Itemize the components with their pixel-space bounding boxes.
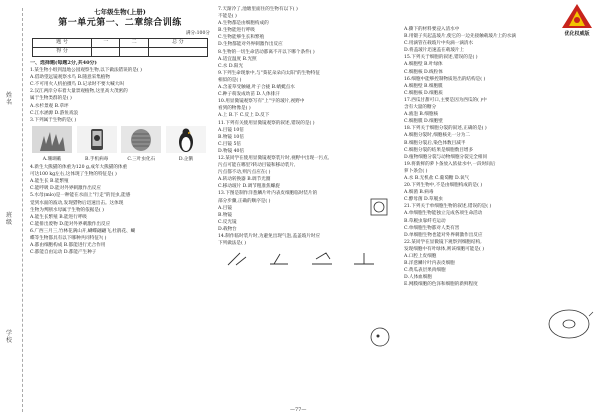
question-line: C.反光镜 (218, 219, 237, 225)
question-line: C.能呼吸 D.能对外界刺激作出反应 (30, 186, 101, 192)
question-line: 可达100 kg左右,这体现了生物的特征是( ) (30, 172, 117, 178)
question-line: 污点都不动,则污点应在( ) (218, 170, 271, 176)
question-line: C.目镜 5倍 (218, 141, 241, 147)
question-line: 17.西瓜甘甜可口,主要是因为西瓜的( )中 (404, 97, 487, 103)
question-line: 5.水母(mlo)是一种能在水面上"行走"的昆虫,能感 (30, 193, 131, 199)
question-line: 11.下列有关使用显微镜观察的叙述,错误的是( ) (218, 120, 315, 126)
question-line: C.种子萌发成幼苗 D.人体排汗 (218, 92, 280, 98)
question-block-2 (30, 164, 210, 256)
question-line: E.网膜细胞的色泽和细胞的新鲜程度 (404, 282, 478, 288)
question-line: C.黄瓜表层果肉细胞 (404, 268, 446, 274)
question-line: 一、选择题(每题2分,共40分) (30, 60, 97, 66)
question-line: B.细胞分裂后,染色体数目减半 (404, 140, 466, 146)
pic-caption: B.手机病毒 (85, 156, 109, 162)
question-line: A.借助望远镜观察水鸟 B.随意采集植物 (30, 75, 110, 81)
question-line: A.水杉景观 B.草坪 (30, 103, 69, 109)
question-line: 4.新生大熊猫的体重为120 g,成年大熊猫的体重 (30, 165, 128, 171)
question-line: 13.下图是制作洋葱鳞片叶内表皮细胞临时装片的 (218, 191, 318, 197)
penguin-picture (166, 126, 206, 163)
question-line: 部分步骤,正确的顺序是( ) (218, 198, 271, 204)
score-table (32, 38, 208, 57)
question-line: 觉到水面的波动,发现猎物后迅速出击。这体现 (30, 200, 124, 206)
picture-row (32, 126, 206, 163)
question-block-4 (404, 26, 596, 288)
question-line: 20.下列生物中,不是由细胞构成的是( ) (404, 183, 483, 189)
question-line: 1.某生物小组到湿地公园观察生物,以下做法错误的是( ) (30, 68, 142, 74)
question-line: 8.生物的一切生命活动都离不开以下哪个条件( ) (218, 49, 315, 55)
question-block-1 (30, 60, 210, 124)
question-line: A.能生长繁殖 B.能进行呼吸 (30, 214, 88, 220)
question-line: C.不可用火人机拍摄鸟 D.记录时不要大喊大叫 (30, 82, 124, 88)
page-number: —77— (290, 407, 307, 413)
column-2 (218, 6, 398, 416)
question-line: 22.某同学在显微镜下观察到细胞结构, (404, 239, 482, 245)
question-line: B.物镜 10倍 (218, 134, 244, 140)
school-label: 学校 (6, 330, 13, 344)
question-line: 看到的物像是( ) (218, 106, 251, 112)
question-line: A.目镜 (218, 205, 232, 211)
question-line: 蝶等生物都具有以下哪种共同特征?( ) (30, 235, 107, 241)
publisher-logo (558, 2, 596, 30)
coral-picture (32, 126, 72, 163)
question-line: C.细胞核 D.线粒体 (404, 69, 443, 75)
pic-caption: D.企鹅 (178, 156, 194, 162)
score-cell: 一 (92, 39, 120, 48)
phone-picture (77, 126, 117, 163)
phone-virus-icon (77, 126, 117, 153)
question-line: C.生物能够生长和繁殖 (218, 35, 265, 41)
question-line: 3.下列属于生物的是( ) (30, 117, 77, 123)
question-line: C.能排出废物 D.能对外界刺激作出反应 (30, 221, 111, 227)
question-line: A.能生长 B.能繁殖 (30, 179, 69, 185)
question-line: A.细胞分裂时,细胞核先一分为二 (404, 133, 470, 139)
question-line: 2.汉江两岸分布着大量景观植物,这里高大茂密的 (30, 89, 128, 95)
question-line: B.用镊子夹起盖玻片,使它的一边先接触载玻片上的水滴 (404, 34, 516, 40)
question-line: A.上 B.下 C.反上 D.反下 (218, 113, 270, 119)
question-line: D.将盖玻片迅速盖在载玻片上 (404, 48, 465, 54)
fossil-picture (121, 126, 161, 163)
question-line: 15.下列关于细胞的叙述,错误的是( ) (404, 55, 478, 61)
pic-caption: C.三叶虫化石 (127, 156, 156, 162)
question-line: 12.某同学在使用显微镜观察装片时,视野中出现一污点, (218, 155, 330, 161)
question-line: 6.广西三月三,竹林花满山开,蝴蝶翩翩飞,杜鹃花、蝴 (30, 228, 136, 234)
class-label: 班级 (6, 212, 13, 226)
cell-diagram-figure (544, 306, 594, 342)
question-line: D.载物台 (218, 226, 237, 232)
question-line: A.单细胞生物能独立完成各项生命活动 (404, 211, 483, 217)
question-line: D.物镜 40倍 (218, 148, 245, 154)
question-line: 不能是( ) (218, 14, 237, 20)
score-cell: 题 号 (33, 39, 92, 48)
question-line: A.细胞壁 B.细胞膜 (404, 83, 443, 89)
column-3 (404, 6, 596, 416)
question-line: 发现细胞中有叶绿体,则该细胞可能是( ) (404, 246, 485, 252)
question-line: 10.用显微镜观察写有"上"字的玻片,视野中 (218, 99, 305, 105)
question-line: 属于生物类群的是( ) (30, 96, 72, 102)
question-line: C.细胞膜 D.细胞壁 (404, 119, 443, 125)
question-line: A.撕下的材料要浸入清水中 (404, 27, 460, 32)
microscope-view-figure (366, 326, 394, 348)
question-line: 18.下列关于细胞分裂的叙述,正确的是( ) (404, 126, 487, 132)
question-line: C.用滴管在载玻片中央滴一滴清水 (404, 41, 474, 47)
eyepiece-figure (368, 196, 390, 218)
question-line: 9.下列生命现象中,与"葵花朵朵向太阳"的生物特征 (218, 70, 320, 76)
question-line: 萝卜条会( ) (404, 168, 428, 174)
score-cell[interactable] (148, 48, 207, 57)
question-line: D.人体血细胞 (404, 275, 432, 281)
question-line: A.细菌 B.病毒 (404, 190, 434, 196)
question-line: A.水 B.无机盐 C.葡萄糖 D.氧气 (404, 175, 470, 181)
procedure-steps-figure (218, 249, 388, 267)
score-cell[interactable] (92, 48, 120, 57)
score-cell: 总 分 (148, 39, 207, 48)
question-line: 19.将新鲜的萝卜条放入浓盐水中,一段时间后 (404, 161, 496, 167)
question-line: C.都能自由运动 D.都能产生种子 (30, 250, 97, 256)
column-1 (30, 6, 210, 416)
question-line: B.草履虫靠纤毛运动 (404, 218, 446, 224)
question-line: 相似的是( ) (218, 77, 242, 83)
question-line: A.含羞草受触碰,叶子合拢 B.蜻蜓点水 (218, 85, 295, 91)
name-label: 姓名 (6, 92, 13, 106)
grade-label: 七年级生物(上册) (94, 8, 146, 16)
question-line: C.单细胞生物都对人类有害 (404, 225, 460, 231)
question-line: C.移动玻片 D.调节粗准焦螺旋 (218, 184, 280, 190)
score-cell: 二 (120, 39, 148, 48)
question-line: 含有大量的糖分 (404, 105, 437, 111)
question-line: A.转动转换器 B.调节光圈 (218, 177, 271, 183)
binding-margin (0, 0, 26, 420)
question-line: 7.天渐冷了,池塘里面住的生物有以下( ) (218, 7, 298, 12)
question-line: D.单细胞生物也能对外界刺激作出反应 (404, 232, 483, 238)
coral-icon (32, 126, 72, 153)
question-line: C.江水涵源 D.游鱼戏浪 (30, 110, 79, 116)
question-line: C.酵母菌 D.草履虫 (404, 197, 443, 203)
question-line: A.生物都是由细胞构成的 (218, 21, 269, 27)
question-line: A.液泡 B.细胞核 (404, 112, 439, 118)
score-note: 满分:100分 (185, 31, 210, 36)
trilobite-icon (121, 126, 161, 153)
question-line: C.细胞核 D.细胞质 (404, 90, 443, 96)
question-line: 14.制作临时装片时,为避免出现气泡,盖盖玻片时应 (218, 234, 321, 239)
cut-line (22, 8, 23, 412)
question-line: D.植物细胞分裂与动物细胞分裂完全相同 (404, 154, 488, 160)
question-line: 下列做法是( ) (218, 241, 247, 247)
question-line: D.生物都能对外界刺激作出反应 (218, 42, 283, 48)
question-line: 21.下列关于单细胞生物的叙述,错误的是( ) (404, 204, 492, 210)
question-line: B.生物能进行呼吸 (218, 28, 255, 34)
question-line: C.水 D.阳光 (218, 63, 244, 69)
question-line: C.细胞分裂的结果是细胞数目增多 (404, 147, 474, 153)
pic-caption: A.珊瑚礁 (42, 156, 62, 162)
question-line: A.目镜 10倍 (218, 127, 244, 133)
question-line: A.都由细胞构成 B.都能进行光合作用 (30, 243, 106, 249)
penguin-icon (166, 126, 206, 153)
question-line: A.口腔上皮细胞 (404, 254, 437, 259)
question-line: 污点可能在哪里?转动目镜和移动装片, (218, 163, 296, 169)
score-cell[interactable] (120, 48, 148, 57)
question-line: A.细胞壁 B.叶绿体 (404, 62, 443, 68)
logo-text: 优化权威版 (564, 31, 590, 37)
question-line: A.适宜温度 B.光照 (218, 56, 257, 62)
question-line: B.洋葱鳞片叶内表皮细胞 (404, 261, 455, 267)
page-title: 第一单元第一、二章综合训练 (58, 18, 182, 28)
score-cell: 得 分 (33, 48, 92, 57)
question-line: B.物镜 (218, 212, 233, 218)
question-line: 16.细胞中能够控制物质进出的结构是( ) (404, 76, 486, 82)
question-line: 生物为判断水母属于生物的依据是( ) (30, 207, 104, 213)
